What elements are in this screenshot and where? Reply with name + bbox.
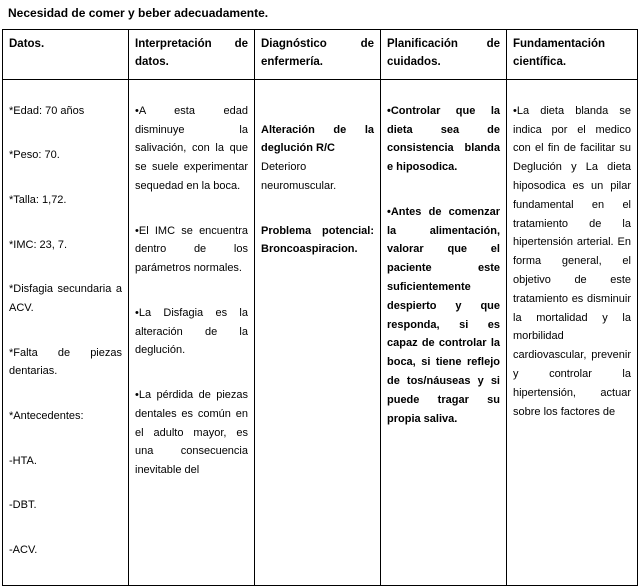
nursing-care-table <box>2 29 638 586</box>
datos-item: *IMC: 23, 7. <box>9 238 68 251</box>
diagnostico-potential: Problema potencial: Broncoaspiracion. <box>261 224 374 256</box>
diagnostico-main-bold: Alteración de la deglución R/C <box>261 123 374 155</box>
header-datos: Datos. <box>3 30 129 80</box>
datos-item: -DBT. <box>9 499 37 512</box>
datos-item: -HTA. <box>9 454 37 467</box>
cell-interpretacion <box>129 80 255 586</box>
diagnostico-content <box>261 83 374 285</box>
cell-planificacion <box>381 80 507 586</box>
datos-item: *Talla: 1,72. <box>9 193 67 206</box>
datos-item: *Falta de piezas dentarias. <box>9 346 122 378</box>
interpretacion-item: •La pérdida de piezas dentales es común en el adulto mayor, es una consecuencia inevitable del <box>135 388 248 477</box>
cell-datos <box>3 80 129 586</box>
table-row <box>3 80 638 586</box>
datos-item: *Disfagia secundaria a ACV. <box>9 283 122 314</box>
header-interpretacion: Interpretación de datos. <box>129 30 255 80</box>
fundamentacion-list <box>513 83 631 447</box>
table-header-row <box>3 30 638 80</box>
document-title: Necesidad de comer y beber adecuadamente. <box>8 6 269 20</box>
interpretacion-item: •El IMC se encuentra dentro de los parámetros normales. <box>135 224 248 275</box>
header-diagnostico: Diagnóstico de enfermería. <box>255 30 381 80</box>
header-fundamentacion: Fundamentación científica. <box>507 30 638 80</box>
datos-list <box>9 83 122 585</box>
datos-item: *Antecedentes: <box>9 409 84 422</box>
interpretacion-item: •A esta edad disminuye la salivación, con la que se suele experimentar sequedad en la boca. <box>135 104 248 192</box>
planificacion-list <box>387 83 500 454</box>
cell-fundamentacion <box>507 80 638 586</box>
datos-item: -ACV. <box>9 543 38 556</box>
diagnostico-main-rest: Deterioro neuromuscular. <box>261 161 337 192</box>
diagnostico-main <box>261 102 374 196</box>
fundamentacion-item: •La dieta blanda se indica por el medico con el fin de facilitar su Deglución y La dieta hiposodica es un pilar fundamental en el tratamiento de la hipertensión arterial. En forma general, el objetivo de este tratamiento es disminuir la mortalidad y la morbilidad cardiovascular, prevenir y controlar la hipertensión, actuar sobre los factores de <box>513 104 631 418</box>
cell-diagnostico <box>255 80 381 586</box>
interpretacion-item: •La Disfagia es la alteración de la deglución. <box>135 306 248 357</box>
interpretacion-list <box>135 83 248 506</box>
datos-item: *Edad: 70 años <box>9 104 85 117</box>
planificacion-item: •Controlar que la dieta sea de consistencia blanda e hiposodica. <box>387 104 500 174</box>
planificacion-item: •Antes de comenzar la alimentación, valorar que el paciente este suficientemente despierto y que responda, si es capaz de controlar la boca, si tiene reflejo de tos/náuseas y si puede tragar su propia saliva. <box>387 205 500 425</box>
header-planificacion: Planificación de cuidados. <box>381 30 507 80</box>
datos-item: *Peso: 70. <box>9 149 60 162</box>
